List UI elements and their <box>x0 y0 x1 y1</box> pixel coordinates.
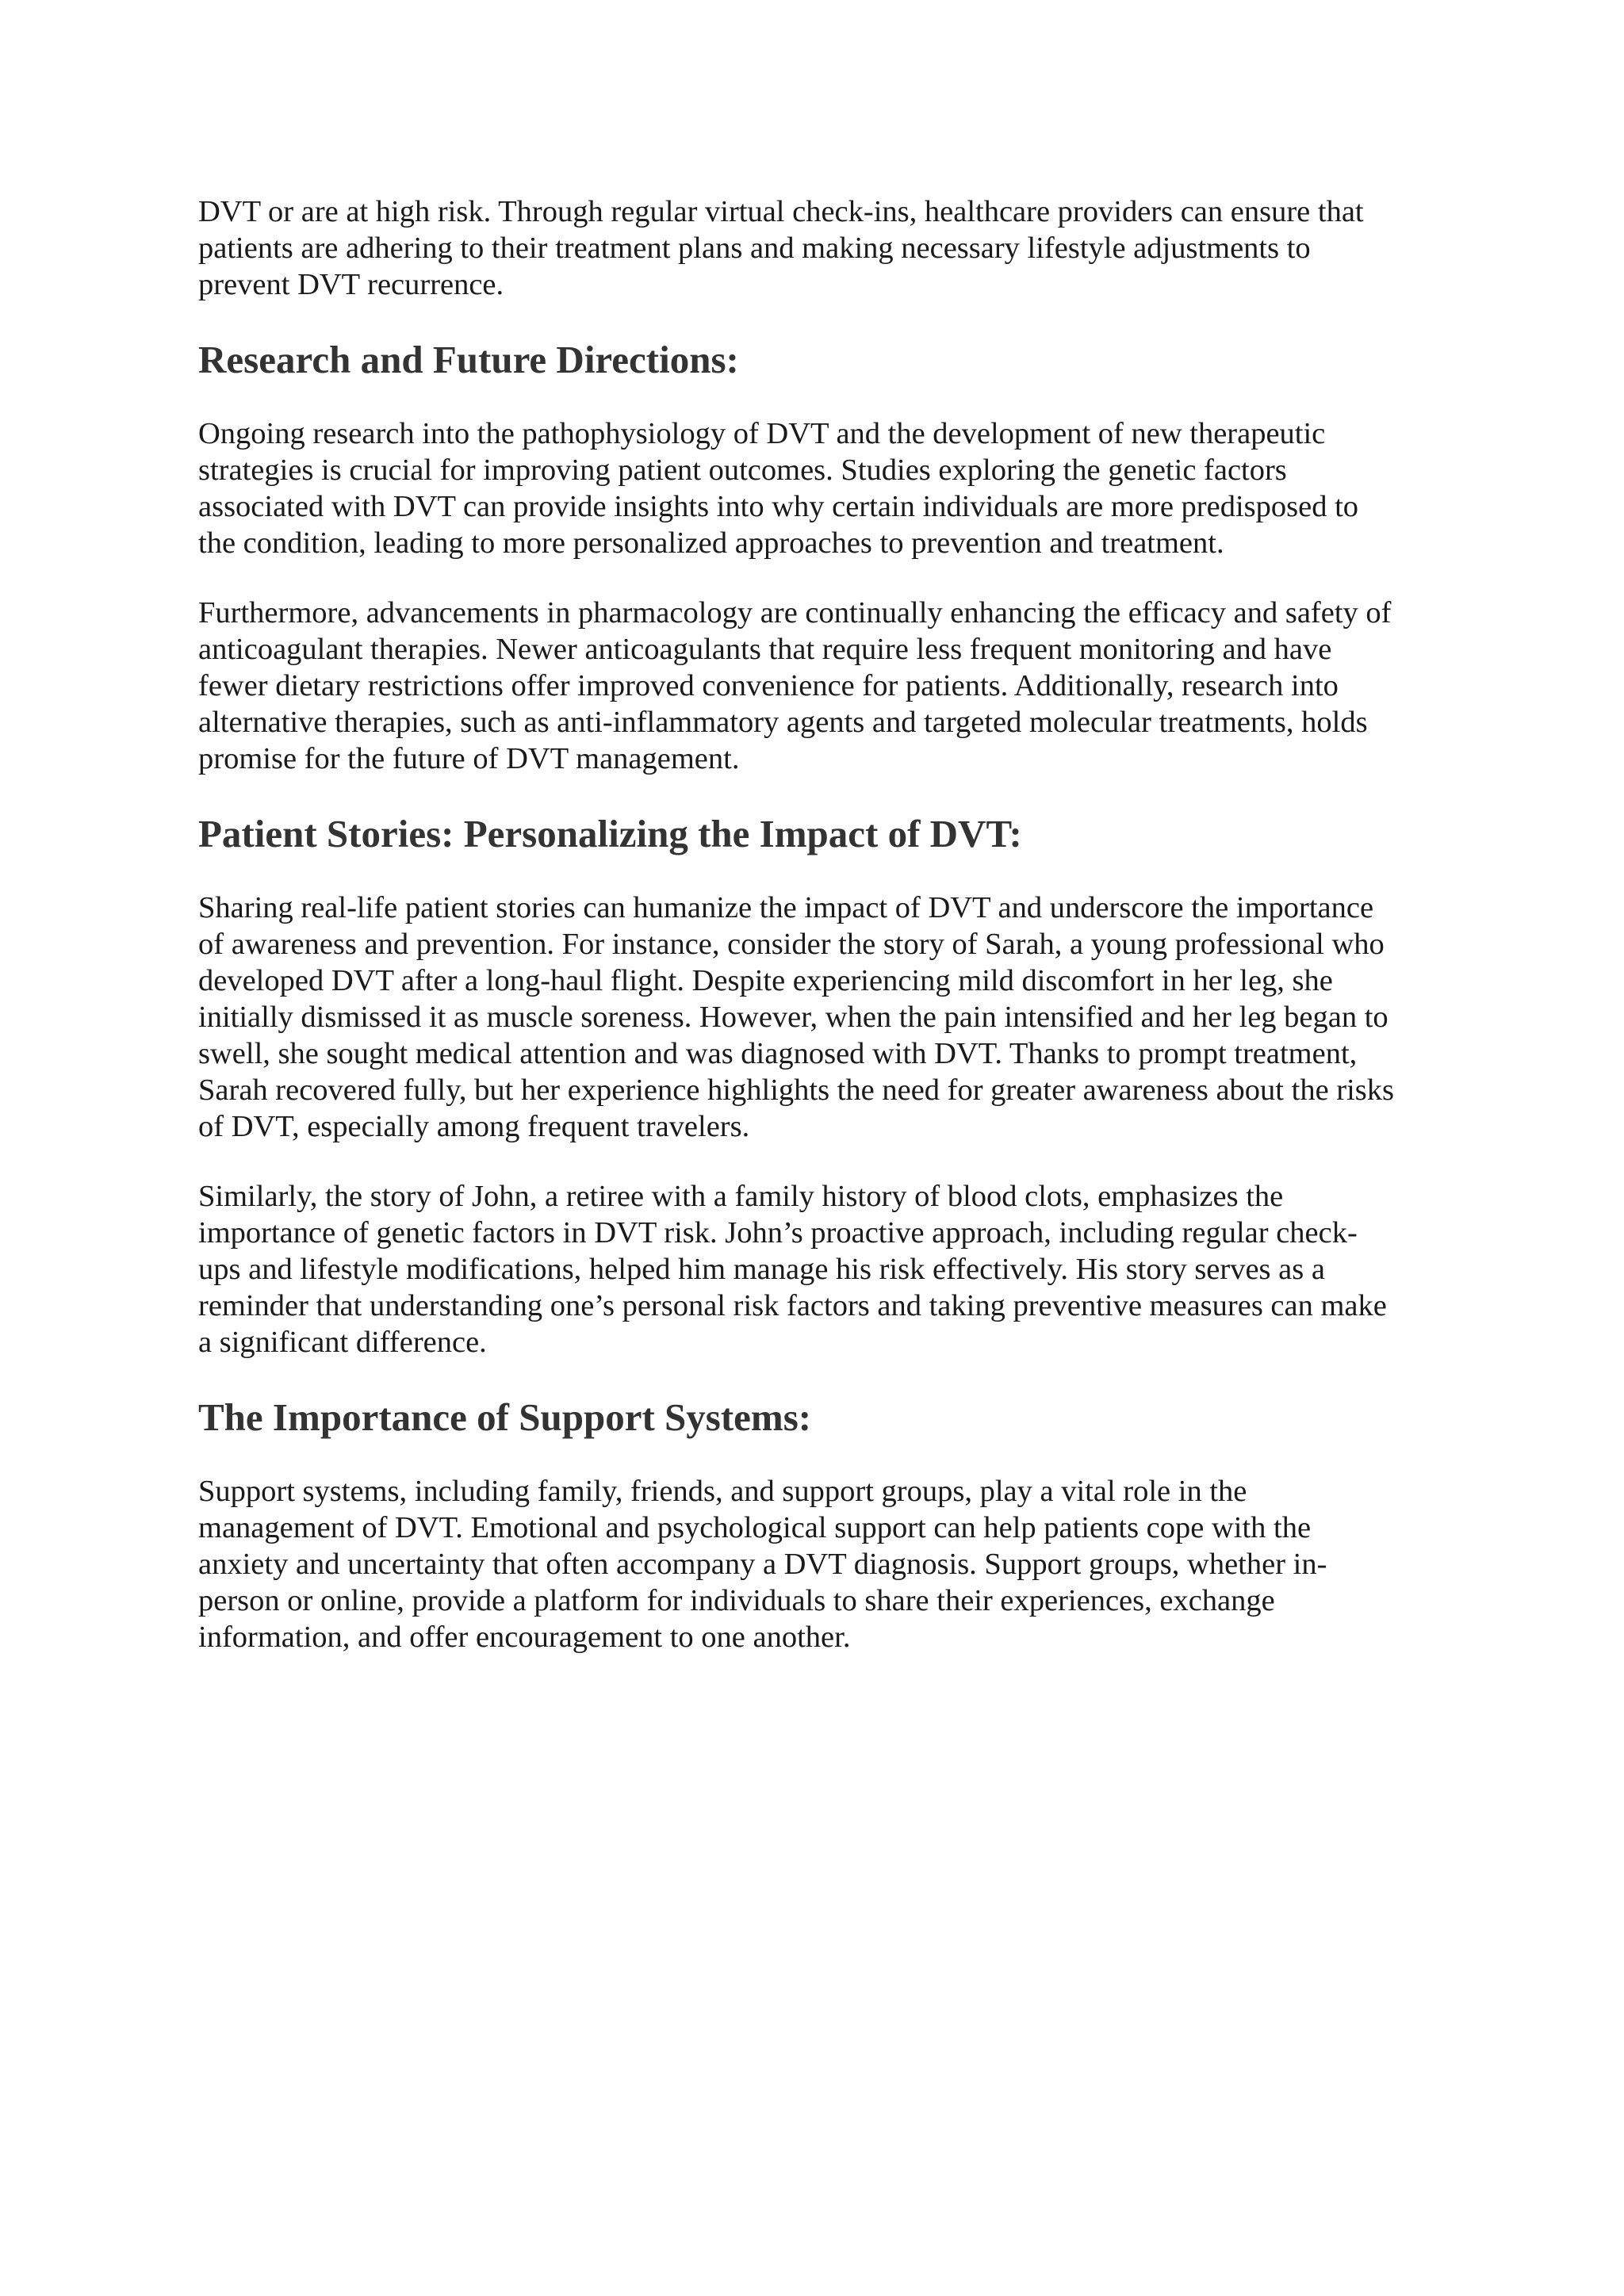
paragraph-patient-stories-1: Sharing real-life patient stories can humanize the impact of DVT and underscore the importance of awareness and prevention. For instance, consider the story of Sarah, a young professional who developed DVT after a long-haul flight. Despite experiencing mild discomfort in her leg, she initially dismissed it as muscle soreness. However, when the pain intensified and her leg began to swell, she sought medical attention and was diagnosed with DVT. Thanks to prompt treatment, Sarah recovered fully, but her experience highlights the need for greater awareness about the risks of DVT, especially among frequent travelers. <box>198 891 1395 1143</box>
paragraph-support-systems-1: Support systems, including family, friends, and support groups, play a vital role in the management of DVT. Emotional and psychological support can help patients cope with the anxiety and uncertainty that often accompany a DVT diagnosis. Support groups, whether in- person or online, provide a platform for individuals to share their experiences, exchange information, and offer encouragement to one another. <box>198 1475 1327 1654</box>
paragraph-patient-stories-2: Similarly, the story of John, a retiree with a family history of blood clots, emphasizes the importance of genetic factors in DVT risk. John’s proactive approach, including regular check- ups and lifestyle modifications, helped him manage his risk effectively. His story serves as a reminder that understanding one’s personal risk factors and taking preventive measures can make a significant difference. <box>198 1180 1387 1359</box>
document-page <box>198 193 1451 1689</box>
paragraph-research-2: Furthermore, advancements in pharmacology are continually enhancing the efficacy and safety of anticoagulant therapies. Newer anticoagulants that require less frequent monitoring and have fewer dietary restrictions offer improved convenience for patients. Additionally, research into alternative therapies, such as anti-inflammatory agents and targeted molecular treatments, holds promise for the future of DVT management. <box>198 596 1392 775</box>
paragraph-research-1: Ongoing research into the pathophysiology of DVT and the development of new therapeutic strategies is crucial for improving patient outcomes. Studies exploring the genetic factors associated with DVT can provide insights into why certain individuals are more predisposed to the condition, leading to more personalized approaches to prevention and treatment. <box>198 417 1359 560</box>
heading-support-systems: The Importance of Support Systems: <box>198 1395 812 1439</box>
heading-patient-stories: Patient Stories: Personalizing the Impact of DVT: <box>198 812 1022 855</box>
heading-research-future-directions: Research and Future Directions: <box>198 338 739 381</box>
intro-paragraph: DVT or are at high risk. Through regular virtual check-ins, healthcare providers can ensure that patients are adhering to their treatment plans and making necessary lifestyle adjustments to prevent DVT recurrence. <box>198 195 1364 301</box>
